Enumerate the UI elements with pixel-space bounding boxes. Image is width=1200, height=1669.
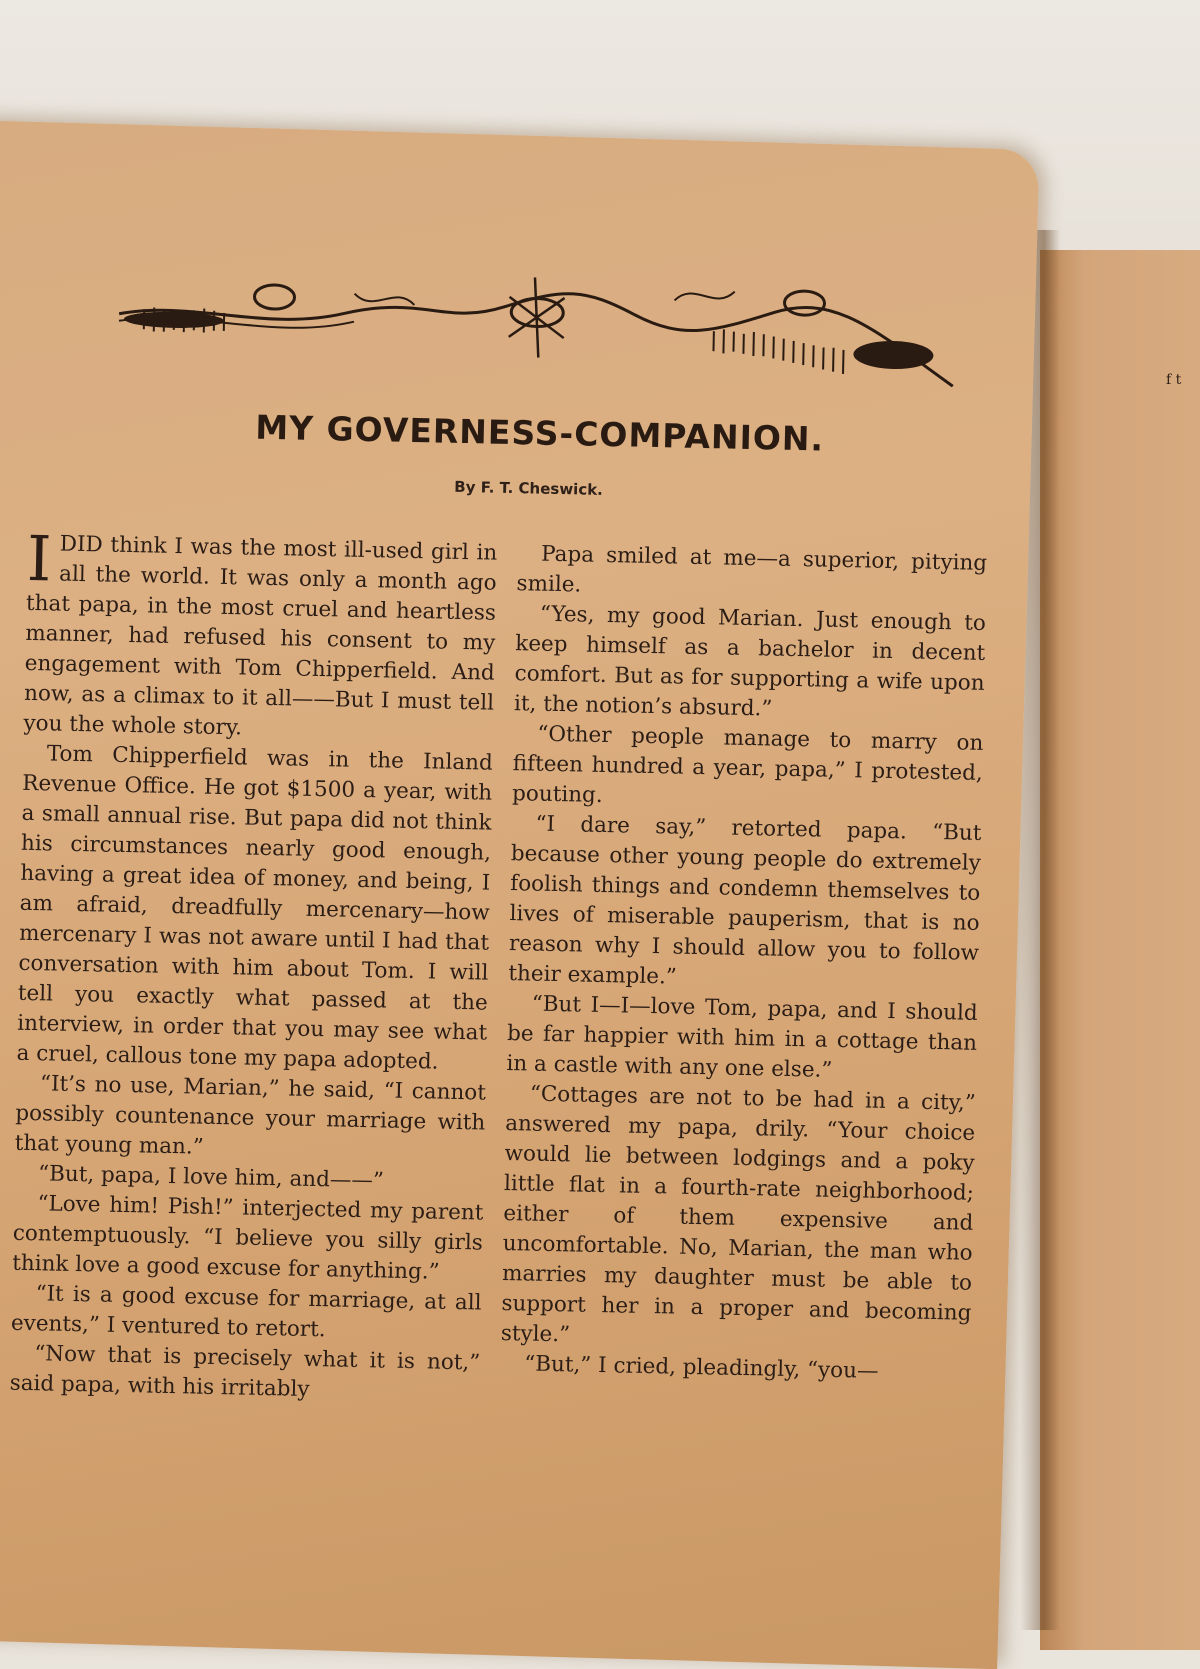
paragraph: “Love him! Pish!” interjected my parent contemptuously. “I believe you silly girls think love a good excuse for anything.” [11,1191,484,1285]
decorative-ribbon-ornament [113,259,965,397]
paragraph: “But I—I—love Tom, papa, and I should be far happier with him in a cottage than in a castle with any one else.” [506,991,978,1083]
paragraph: Tom Chipperfield was in the Inland Revenue Office. He got $1500 a year, with a small annual rise. But papa did not think his circumstances nearly good enough, having a great idea of money, and being, I am afraid, dreadfully mercenary—how mercenary I was not aware until I had that conversation with him about Tom. I will tell you exactly what passed at the interview, in order that you may see what a cruel, callous tone my papa adopted. [16,741,494,1075]
paragraph: “But, papa, I love him, and——” [37,1161,385,1194]
paragraph: “It is a good excuse for marriage, at all events,” I ventured to retort. [10,1281,482,1343]
paragraph: “I dare say,” retorted papa. “But because other young people do extremely foolish things and condemn themselves to lives of miserable pauperism, that is no reason why I should allow you to follow their example.” [508,811,982,990]
drop-cap-letter: I [26,521,53,596]
paragraph: “Yes, my good Marian. Just enough to keep himself as a bachelor in decent comfort. But as for supporting a wife upon it, the notion’s absurd.” [513,601,987,722]
opening-paragraph-text: DID think I was the most ill-used girl in all the world. It was only a month ago that papa, in the most cruel and heartless manner, had refused his consent to my engagement with Tom Chipperfield. And now, as a climax to it all——But I must tell you the whole story. [23,531,498,741]
story-title: MY GOVERNESS-COMPANION. [254,407,825,459]
author-byline: By F. T. Cheswick. [454,477,604,499]
paragraph: “Cottages are not to be had in a city,” answered my papa, drily. “Your choice would lie between lodgings and a poky little flat in a fourth-rate neighborhood; either of them expensive and uncomfortable. No, Marian, the man who marries my daughter must be able to support her in a proper and becoming style.” [500,1081,977,1348]
paragraph: Papa smiled at me—a superior, pitying smile. [516,541,988,598]
paragraph: “Other people manage to marry on fifteen hundred a year, papa,” I protested, pouting. [511,721,984,808]
right-text-column [500,539,987,1389]
paragraph: “Now that is precisely what it is not,” said papa, with his irritably [9,1341,481,1402]
left-text-column [9,521,498,1409]
opening-paragraph [23,521,498,749]
paragraph: “It’s no use, Marian,” he said, “I cannot possibly countenance your marriage with that young man.” [14,1071,487,1160]
paragraph: “But,” I cried, pleadingly, “you— [523,1351,879,1384]
adjacent-page-text-fragment: f t [1166,372,1182,388]
